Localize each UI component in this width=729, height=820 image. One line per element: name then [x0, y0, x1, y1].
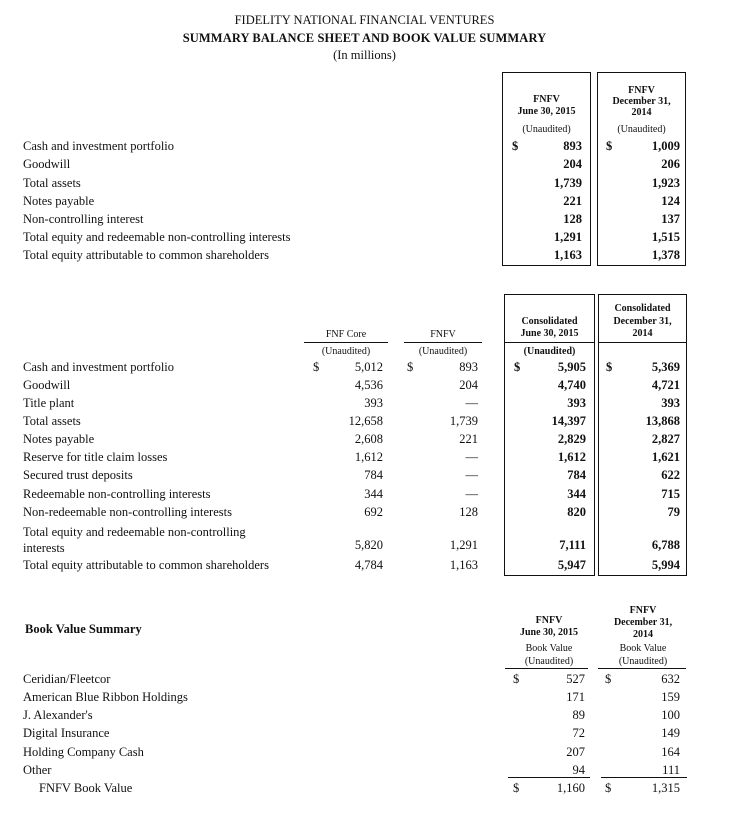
cell-value: 2,827 [651, 432, 680, 446]
cell-value: 820 [567, 505, 586, 519]
cell-value: 1,923 [651, 176, 680, 190]
currency-symbol: $ [313, 360, 320, 374]
cell-value: 2,829 [557, 432, 586, 446]
cell-value: 100 [661, 708, 680, 722]
cell-value: 7,111 [559, 538, 586, 552]
col-subheader: Book Value [525, 643, 573, 654]
col-header: FNFV [533, 94, 560, 105]
currency-symbol: $ [512, 139, 519, 153]
cell-value: 89 [572, 708, 585, 722]
col-header: December 31, [613, 316, 672, 327]
cell-value: 692 [364, 505, 383, 519]
col-subheader: (Unaudited) [617, 124, 666, 135]
cell-value: 5,012 [354, 360, 383, 374]
header-rule [404, 342, 482, 343]
cell-value: 1,291 [449, 538, 478, 552]
row-label: Notes payable [23, 194, 95, 208]
cell-value: 784 [567, 468, 586, 482]
cell-value: 393 [567, 396, 586, 410]
cell-value: 2,608 [354, 432, 383, 446]
row-label: Total assets [23, 414, 81, 428]
row-label: Title plant [23, 396, 75, 410]
row-label: Total equity attributable to common shareholders [23, 248, 269, 262]
cell-value: — [465, 468, 478, 482]
cell-value: 6,788 [651, 538, 680, 552]
col-header: 2014 [632, 328, 653, 339]
row-label-continued: interests [23, 541, 65, 555]
cell-value: 79 [667, 505, 680, 519]
col-subheader: (Unaudited) [321, 346, 371, 357]
cell-value: 124 [661, 194, 680, 208]
cell-value: 1,739 [553, 176, 582, 190]
row-label: Non-controlling interest [23, 212, 144, 226]
row-label: Total equity and redeemable non-controlling interests [23, 230, 291, 244]
cell-value: 13,868 [645, 414, 680, 428]
currency-symbol: $ [605, 781, 612, 795]
currency-symbol: $ [407, 360, 414, 374]
cell-value: 1,515 [651, 230, 680, 244]
row-label: J. Alexander's [23, 708, 93, 722]
cell-value: 4,721 [651, 378, 680, 392]
cell-value: — [465, 450, 478, 464]
total-label: FNFV Book Value [39, 781, 133, 795]
cell-value: 72 [572, 726, 585, 740]
cell-value: 221 [563, 194, 582, 208]
row-label: Other [23, 763, 52, 777]
cell-value: 632 [661, 672, 680, 686]
cell-value: 137 [661, 212, 680, 226]
document-title: FIDELITY NATIONAL FINANCIAL VENTURES [234, 13, 495, 27]
total-value: 1,315 [651, 781, 680, 795]
section-title: Book Value Summary [25, 622, 142, 636]
col-header: FNF Core [325, 329, 367, 340]
col-header: June 30, 2015 [519, 627, 579, 638]
cell-value: 1,163 [449, 558, 478, 572]
col-header: FNFV [430, 329, 456, 340]
col-header: June 30, 2015 [520, 328, 579, 339]
cell-value: 784 [364, 468, 383, 482]
cell-value: 5,905 [557, 360, 586, 374]
row-label: Total assets [23, 176, 81, 190]
total-rule [508, 777, 590, 778]
row-label: Notes payable [23, 432, 95, 446]
cell-value: 207 [566, 745, 585, 759]
row-label: Secured trust deposits [23, 468, 133, 482]
header-rule [598, 342, 687, 343]
cell-value: — [465, 487, 478, 501]
cell-value: 1,621 [651, 450, 680, 464]
cell-value: 393 [661, 396, 680, 410]
cell-value: 149 [661, 726, 680, 740]
document-subtitle: SUMMARY BALANCE SHEET AND BOOK VALUE SUMMARY [182, 31, 547, 45]
col-subheader: Book Value [619, 643, 667, 654]
row-label: American Blue Ribbon Holdings [23, 690, 188, 704]
cell-value: 1,009 [651, 139, 680, 153]
cell-value: 5,994 [651, 558, 680, 572]
cell-value: 5,369 [651, 360, 680, 374]
cell-value: 1,378 [651, 248, 680, 262]
row-label: Goodwill [23, 157, 71, 171]
col-subheader: (Unaudited) [523, 346, 576, 357]
cell-value: 527 [566, 672, 585, 686]
cell-value: 204 [459, 378, 478, 392]
cell-value: 4,784 [354, 558, 383, 572]
currency-symbol: $ [606, 360, 613, 374]
col-subheader: (Unaudited) [418, 346, 468, 357]
row-label: Goodwill [23, 378, 71, 392]
header-rule [505, 668, 588, 669]
cell-value: 128 [563, 212, 582, 226]
header-rule [598, 668, 686, 669]
cell-value: 893 [563, 139, 582, 153]
cell-value: 893 [459, 360, 478, 374]
row-label: Total equity attributable to common shareholders [23, 558, 269, 572]
header-rule [304, 342, 388, 343]
row-label: Holding Company Cash [23, 745, 144, 759]
row-label: Total equity and redeemable non-controlling [23, 525, 246, 539]
cell-value: 204 [563, 157, 582, 171]
cell-value: 1,291 [553, 230, 582, 244]
cell-value: 111 [662, 763, 680, 777]
col-header: FNFV [629, 605, 657, 616]
cell-value: — [465, 396, 478, 410]
row-label: Reserve for title claim losses [23, 450, 168, 464]
cell-value: 5,820 [354, 538, 383, 552]
col-header: December 31, [612, 96, 671, 107]
currency-symbol: $ [514, 360, 521, 374]
header-rule [504, 342, 595, 343]
row-label: Ceridian/Fleetcor [23, 672, 111, 686]
col-header: June 30, 2015 [517, 106, 576, 117]
currency-symbol: $ [605, 672, 612, 686]
col-header: 2014 [631, 107, 652, 118]
cell-value: 159 [661, 690, 680, 704]
cell-value: 344 [567, 487, 586, 501]
cell-value: 94 [572, 763, 585, 777]
col-header: Consolidated [521, 316, 578, 327]
cell-value: 221 [459, 432, 478, 446]
cell-value: 622 [661, 468, 680, 482]
col-header: December 31, [613, 617, 673, 628]
cell-value: 1,612 [557, 450, 586, 464]
cell-value: 128 [459, 505, 478, 519]
units-note: (In millions) [333, 48, 396, 62]
cell-value: 4,536 [354, 378, 383, 392]
currency-symbol: $ [513, 781, 520, 795]
total-rule [601, 777, 687, 778]
cell-value: 4,740 [557, 378, 586, 392]
cell-value: 393 [364, 396, 383, 410]
total-value: 1,160 [556, 781, 585, 795]
cell-value: 344 [364, 487, 383, 501]
cell-value: 5,947 [557, 558, 586, 572]
row-label: Cash and investment portfolio [23, 139, 175, 153]
col-subheader: (Unaudited) [524, 656, 574, 667]
col-header: FNFV [535, 615, 563, 626]
col-subheader: (Unaudited) [618, 656, 668, 667]
col-header: FNFV [628, 85, 655, 96]
cell-value: 164 [661, 745, 680, 759]
cell-value: 1,739 [449, 414, 478, 428]
cell-value: 171 [566, 690, 585, 704]
currency-symbol: $ [606, 139, 613, 153]
row-label: Digital Insurance [23, 726, 110, 740]
row-label: Redeemable non-controlling interests [23, 487, 211, 501]
cell-value: 1,163 [553, 248, 582, 262]
cell-value: 14,397 [551, 414, 586, 428]
cell-value: 206 [661, 157, 680, 171]
cell-value: 1,612 [354, 450, 383, 464]
row-label: Non-redeemable non-controlling interests [23, 505, 232, 519]
col-subheader: (Unaudited) [522, 124, 571, 135]
col-header: 2014 [633, 629, 653, 640]
row-label: Cash and investment portfolio [23, 360, 175, 374]
currency-symbol: $ [513, 672, 520, 686]
cell-value: 12,658 [348, 414, 383, 428]
cell-value: 715 [661, 487, 680, 501]
col-header: Consolidated [614, 303, 671, 314]
